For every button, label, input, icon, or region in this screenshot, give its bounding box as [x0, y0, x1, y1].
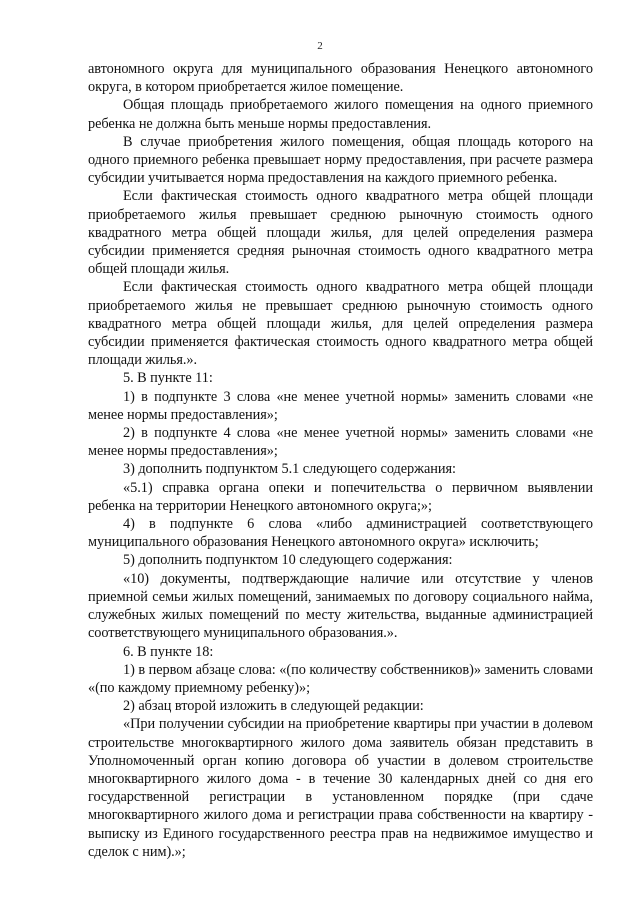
paragraph-4: Если фактическая стоимость одного квадратного метра общей площади приобретаемого жилья превышает среднюю рыночную стоимость одного квадратного метра общей площади жилья, для целей определения размера субсидии применяется средняя рыночная стоимость одного квадратного метра общей площади жилья.: [88, 188, 593, 278]
paragraph-9: 3) дополнить подпунктом 5.1 следующего содержания:: [123, 461, 456, 478]
paragraph-3: В случае приобретения жилого помещения, общая площадь которого на одного приемного ребенка превышает норму предоставления, при расчете размера субсидии учитывается норма предоставления на каждого приемного ребенка.: [88, 133, 593, 187]
paragraph-6: 5. В пункте 11:: [123, 370, 213, 387]
paragraph-11: 4) в подпункте 6 слова «либо администрацией соответствующего муниципального образования Ненецкого автономного округа» исключить;: [88, 516, 593, 551]
document-body: [88, 60, 593, 861]
paragraph-7: 1) в подпункте 3 слова «не менее учетной нормы» заменить словами «не менее нормы предоставления»;: [88, 388, 593, 423]
paragraph-13: «10) документы, подтверждающие наличие или отсутствие у членов приемной семьи жилых помещений, занимаемых по договору социального найма, служебных жилых помещений по месту жительства, выданные администрацией соответствующего муниципального образования.».: [88, 570, 593, 642]
paragraph-14: 6. В пункте 18:: [123, 643, 214, 660]
paragraph-2: Общая площадь приобретаемого жилого помещения на одного приемного ребенка не должна быть меньше нормы предоставления.: [88, 97, 593, 132]
paragraph-5: Если фактическая стоимость одного квадратного метра общей площади приобретаемого жилья не превышает среднюю рыночную стоимость одного квадратного метра общей площади жилья, для целей определения размера субсидии применяется фактическая стоимость одного квадратного метра общей площади жилья.».: [88, 279, 593, 369]
paragraph-17: «При получении субсидии на приобретение квартиры при участии в долевом строительстве многоквартирного жилого дома заявитель обязан представить в Уполномоченный орган копию договора об участии в долевом строительстве многоквартирного жилого дома - в течение 30 календарных дней со дня его государственной регистрации в установленном порядке (при сдаче многоквартирного жилого дома и регистрации права собственности на квартиру - выписку из Единого государственного реестра прав на недвижимое имущество и сделок с ним).»;: [88, 716, 593, 860]
paragraph-15: 1) в первом абзаце слова: «(по количеству собственников)» заменить словами «(по каждому приемному ребенку)»;: [88, 661, 593, 696]
paragraph-1: автономного округа для муниципального образования Ненецкого автономного округа, в котором приобретается жилое помещение.: [88, 61, 593, 96]
page-number: 2: [317, 40, 323, 52]
paragraph-8: 2) в подпункте 4 слова «не менее учетной нормы» заменить словами «не менее нормы предоставления»;: [88, 425, 593, 460]
paragraph-10: «5.1) справка органа опеки и попечительства о первичном выявлении ребенка на территории Ненецкого автономного округа;»;: [88, 479, 593, 514]
paragraph-16: 2) абзац второй изложить в следующей редакции:: [123, 698, 424, 715]
paragraph-12: 5) дополнить подпунктом 10 следующего содержания:: [123, 552, 453, 569]
